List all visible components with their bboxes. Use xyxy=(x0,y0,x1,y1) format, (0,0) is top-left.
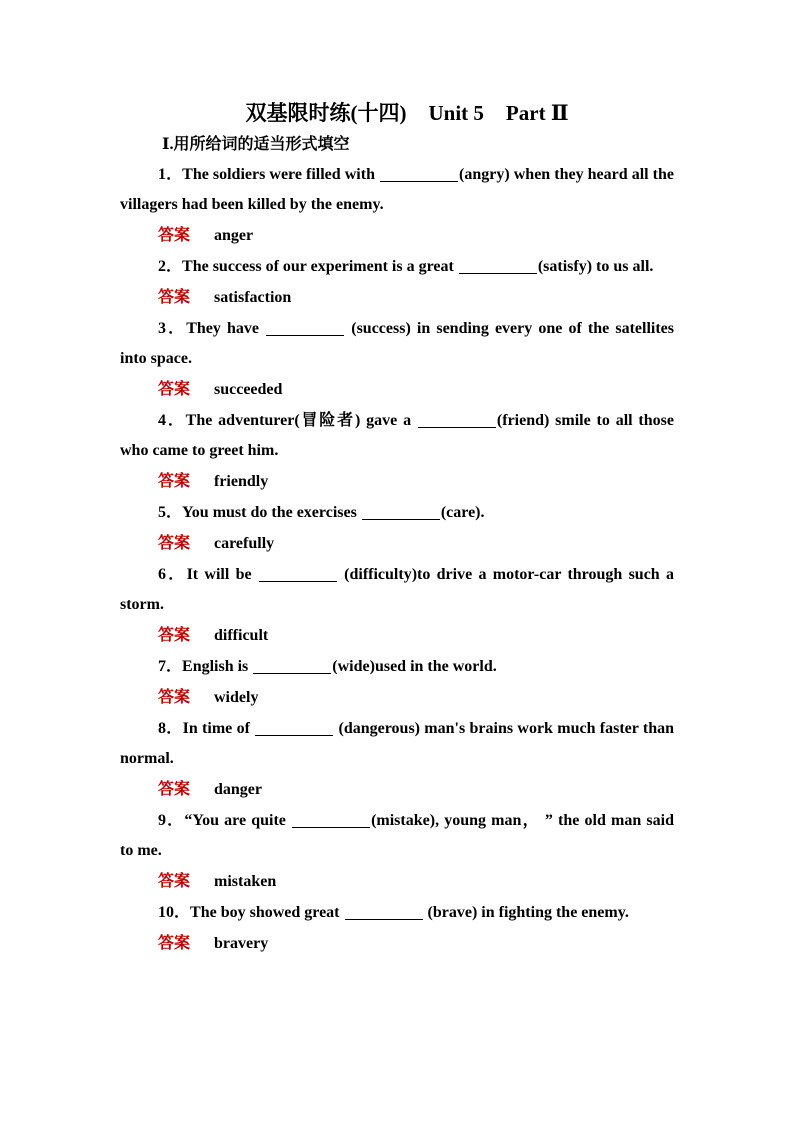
answer-value: mistaken xyxy=(214,873,277,890)
title-part: Part Ⅱ xyxy=(505,101,569,125)
question-text-after: (success) in sending every one of the satellites into space. xyxy=(120,320,674,367)
question-item xyxy=(120,498,674,528)
answer-row xyxy=(120,682,674,712)
question-item xyxy=(120,652,674,682)
answer-value: succeeded xyxy=(214,381,283,398)
question-number: 9． xyxy=(158,812,185,829)
question-item xyxy=(120,714,674,774)
answer-row xyxy=(120,928,674,958)
answer-row xyxy=(120,620,674,650)
answer-value: friendly xyxy=(214,473,269,490)
question-text-after: (satisfy) to us all. xyxy=(537,258,654,275)
question-number: 3． xyxy=(158,320,187,337)
question-text-after: (wide)used in the world. xyxy=(332,658,497,675)
answer-value: widely xyxy=(214,689,259,706)
question-item xyxy=(120,560,674,620)
question-number: 10． xyxy=(158,904,191,921)
answer-blank xyxy=(259,563,337,582)
answer-blank xyxy=(292,809,370,828)
question-text-before: They have xyxy=(186,320,266,337)
answer-row xyxy=(120,866,674,896)
question-text-after: (dangerous) man's brains work much faster than normal. xyxy=(120,720,674,767)
question-item xyxy=(120,314,674,374)
answer-label: 答案 xyxy=(158,779,191,798)
answer-row xyxy=(120,528,674,558)
section-heading: Ⅰ.用所给词的适当形式填空 xyxy=(162,136,350,153)
question-text-after: (mistake), young man， ” the old man said to me. xyxy=(120,812,674,859)
answer-blank xyxy=(418,409,496,428)
question-number: 6． xyxy=(158,566,187,583)
answer-label: 答案 xyxy=(158,625,191,644)
question-text-after: (care). xyxy=(440,504,485,521)
answer-blank xyxy=(266,317,344,336)
question-text-before: The adventurer(冒险者) gave a xyxy=(185,412,417,429)
answer-value: carefully xyxy=(214,535,275,552)
question-text-after: (difficulty)to drive a motor-car through such a storm. xyxy=(120,566,674,613)
answer-blank xyxy=(345,901,423,920)
question-item xyxy=(120,406,674,466)
answer-value: anger xyxy=(214,227,254,244)
document-page xyxy=(120,96,674,960)
answer-label: 答案 xyxy=(158,933,191,952)
answer-value: satisfaction xyxy=(214,289,292,306)
question-text-before: The success of our experiment is a great xyxy=(182,258,458,275)
question-text-before: You must do the exercises xyxy=(182,504,361,521)
question-item xyxy=(120,252,674,282)
answer-label: 答案 xyxy=(158,533,191,552)
question-text-before: “You are quite xyxy=(184,812,292,829)
answer-label: 答案 xyxy=(158,471,191,490)
answer-label: 答案 xyxy=(158,379,191,398)
page-title xyxy=(140,96,674,130)
answer-label: 答案 xyxy=(158,287,191,306)
question-text-before: It will be xyxy=(186,566,258,583)
title-series: 双基限时练(十四) xyxy=(245,101,407,125)
answer-value: bravery xyxy=(214,935,269,952)
question-text-before: The boy showed great xyxy=(190,904,344,921)
question-item xyxy=(120,160,674,220)
question-number: 7． xyxy=(158,658,183,675)
answer-label: 答案 xyxy=(158,871,191,890)
question-number: 8． xyxy=(158,720,183,737)
answer-value: difficult xyxy=(214,627,269,644)
question-number: 5． xyxy=(158,504,183,521)
answer-blank xyxy=(380,163,458,182)
answer-blank xyxy=(362,501,440,520)
question-number: 1． xyxy=(158,166,183,183)
question-text-after: (brave) in fighting the enemy. xyxy=(423,904,629,921)
answer-row xyxy=(120,374,674,404)
answer-row xyxy=(120,220,674,250)
question-text-after: (angry) when they heard all the villagers had been killed by the enemy. xyxy=(120,166,674,213)
answer-row xyxy=(120,774,674,804)
question-text-before: The soldiers were filled with xyxy=(182,166,380,183)
question-text-before: In time of xyxy=(182,720,255,737)
answer-row xyxy=(120,466,674,496)
question-number: 4． xyxy=(158,412,186,429)
answer-blank xyxy=(459,255,537,274)
question-number: 2． xyxy=(158,258,183,275)
answer-value: danger xyxy=(214,781,262,798)
title-unit: Unit 5 xyxy=(428,101,484,125)
question-text-before: English is xyxy=(182,658,253,675)
question-text-after: (friend) smile to all those who came to greet him. xyxy=(120,412,674,459)
answer-row xyxy=(120,282,674,312)
answer-blank xyxy=(255,717,333,736)
answer-label: 答案 xyxy=(158,687,191,706)
answer-blank xyxy=(253,655,331,674)
question-item xyxy=(120,806,674,866)
question-item xyxy=(120,898,674,928)
answer-label: 答案 xyxy=(158,225,191,244)
question-list xyxy=(120,160,674,958)
